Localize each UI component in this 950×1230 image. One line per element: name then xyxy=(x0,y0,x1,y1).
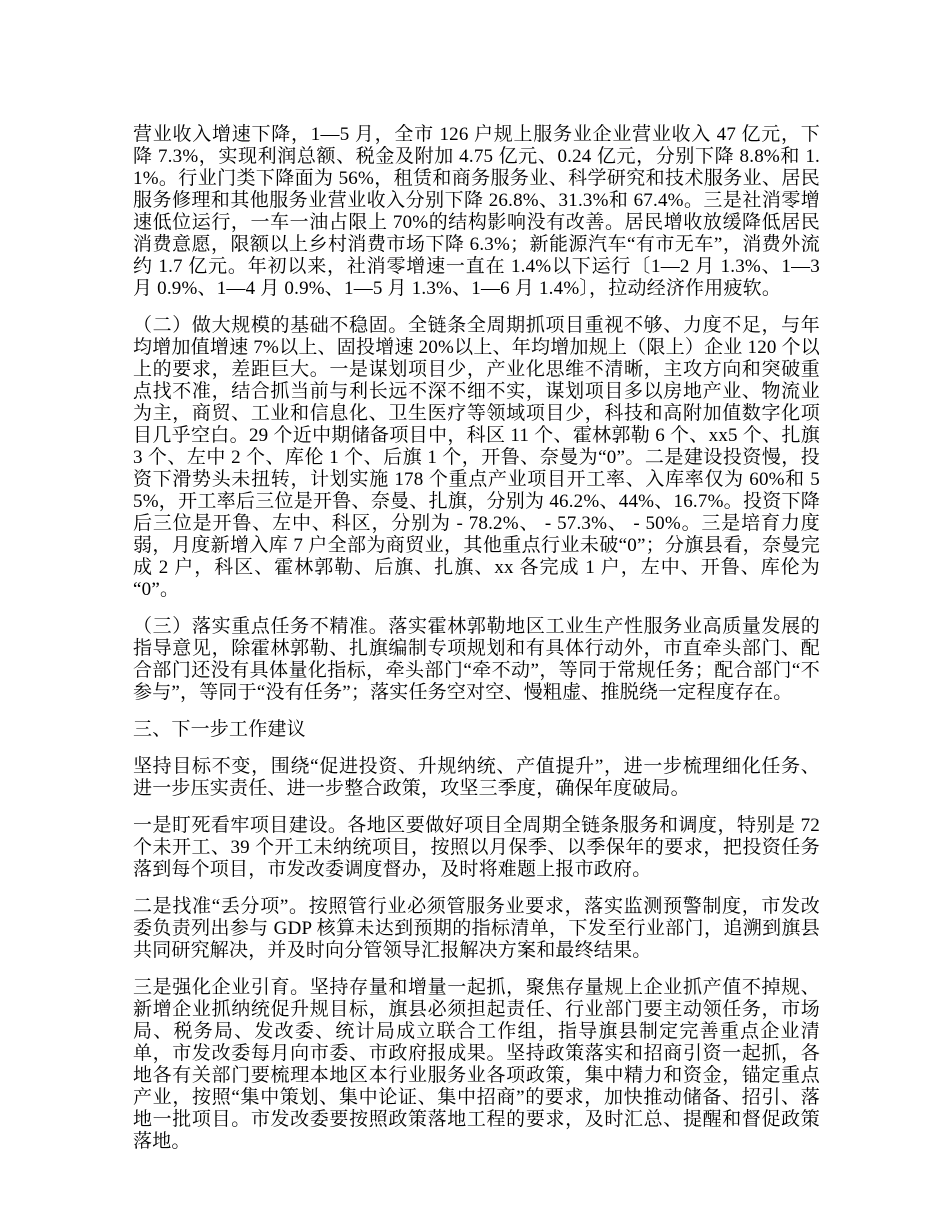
paragraph-service-revenue-decline: 营业收入增速下降，1—5 月，全市 126 户规上服务业企业营业收入 47 亿元，下降 7.3%，实现利润总额、税金及附加 4.75 亿元、0.24 亿元，分别下降 8.8%和 1.1%。行业门类下降面为 56%，租赁和商务服务业、科学研究和技术服务业、居民服务修理和其他服务业营业收入分别下降 26.8%、31.3%和 67.4%。三是社消零增速低位运行，一车一油占限上 70%的结构影响没有改善。居民增收放缓降低居民消费意愿，限额以上乡村消费市场下降 6.3%；新能源汽车“有市无车”，消费外流约 1.7 亿元。年初以来，社消零增速一直在 1.4%以下运行〔1—2 月 1.3%、1—3 月 0.9%、1—4 月 0.9%、1—5 月 1.3%、1—6 月 1.4%〕，拉动经济作用疲软。 xyxy=(133,124,820,299)
paragraph-one-project-construction: 一是盯死看牢项目建设。各地区要做好项目全周期全链条服务和调度，特别是 72 个未开工、39 个开工未纳统项目，按照以月保季、以季保年的要求，把投资任务落到每个项目，市发改委调度督办，及时将难题上报市政府。 xyxy=(133,815,820,880)
paragraph-key-tasks-imprecise: （三）落实重点任务不精准。落实霍林郭勒地区工业生产性服务业高质量发展的指导意见，除霍林郭勒、扎旗编制专项规划和有具体行动外，市直牵头部门、配合部门还没有具体量化指标，牵头部门“牵不动”，等同于常规任务；配合部门“不参与”，等同于“没有任务”；落实任务空对空、慢粗虚、推脱绕一定程度存在。 xyxy=(133,616,820,703)
paragraph-three-enterprise-cultivation: 三是强化企业引育。坚持存量和增量一起抓，聚焦存量规上企业抓产值不掉规、新增企业抓纳统促升规目标，旗县必须担起责任、行业部门要主动领任务，市场局、税务局、发改委、统计局成立联合工作组，指导旗县制定完善重点企业清单，市发改委每月向市委、市政府报成果。坚持政策落实和招商引资一起抓，各地各有关部门要梳理本地区本行业服务业各项政策，集中精力和资金，锚定重点产业，按照“集中策划、集中论证、集中招商”的要求，加快推动储备、招引、落地一批项目。市发改委要按照政策落地工程的要求，及时汇总、提醒和督促政策落地。 xyxy=(133,977,820,1152)
paragraph-keep-targets-unchanged: 坚持目标不变，围绕“促进投资、升规纳统、产值提升”，进一步梳理细化任务、进一步压实责任、进一步整合政策，攻坚三季度，确保年度破局。 xyxy=(133,756,820,799)
paragraph-two-find-weak-items: 二是找准“丢分项”。按照管行业必须管服务业要求，落实监测预警制度，市发改委负责列出参与 GDP 核算未达到预期的指标清单，下发至行业部门，追溯到旗县共同研究解决，并及时向分管领导汇报解决方案和最终结果。 xyxy=(133,896,820,961)
section-heading-next-step-suggestions: 三、下一步工作建议 xyxy=(133,719,306,740)
paragraph-scale-foundation-unstable: （二）做大规模的基础不稳固。全链条全周期抓项目重视不够、力度不足，与年均增加值增速 7%以上、固投增速 20%以上、年均增加规上（限上）企业 120 个以上的要求，差距巨大。一是谋划项目少，产业化思维不清晰，主攻方向和突破重点找不准，结合抓当前与利长远不深不细不实，谋划项目多以房地产业、物流业为主，商贸、工业和信息化、卫生医疗等领域项目少，科技和高附加值数字化项目几乎空白。29 个近中期储备项目中，科区 11 个、霍林郭勒 6 个、xx5 个、扎旗 3 个、左中 2 个、库伦 1 个、后旗 1 个，开鲁、奈曼为“0”。二是建设投资慢，投资下滑势头未扭转，计划实施 178 个重点产业项目开工率、入库率仅为 60%和 55%，开工率后三位是开鲁、奈曼、扎旗，分别为 46.2%、44%、16.7%。投资下降后三位是开鲁、左中、科区，分别为 - 78.2%、 - 57.3%、 - 50%。三是培育力度弱，月度新增入库 7 户全部为商贸业，其他重点行业未破“0”；分旗县看，奈曼完成 2 户，科区、霍林郭勒、后旗、扎旗、xx 各完成 1 户，左中、开鲁、库伦为“0”。 xyxy=(133,315,820,600)
